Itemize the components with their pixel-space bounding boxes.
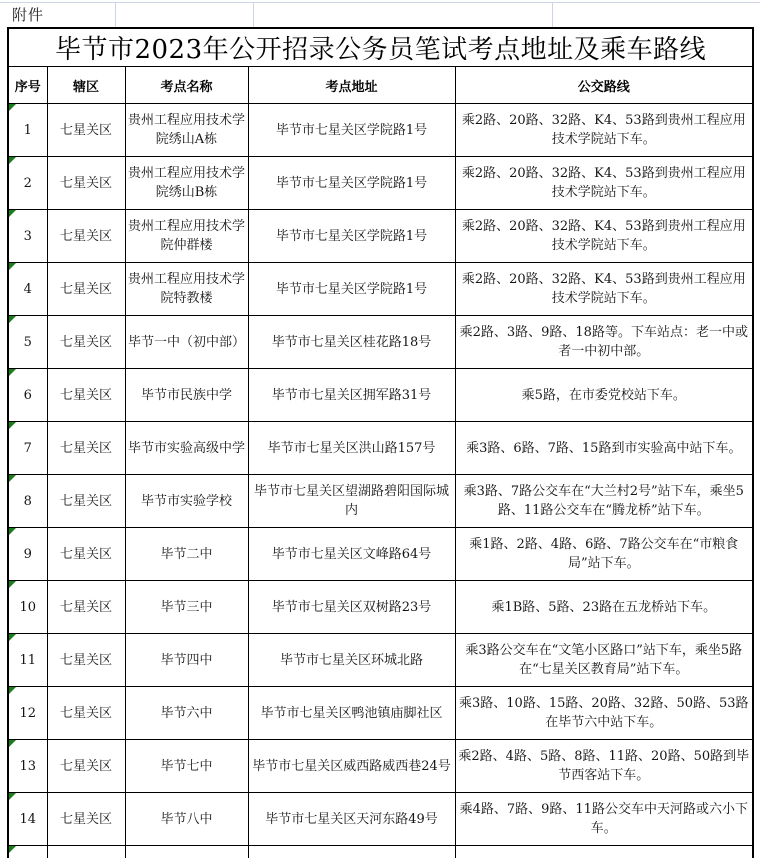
- cell-district: 七星关区: [47, 528, 125, 581]
- cell-no: [8, 846, 47, 858]
- cell-district: 七星关区: [47, 422, 125, 475]
- gridline: [552, 2, 553, 27]
- cell-bus: 乘2路、20路、32路、K4、53路到贵州工程应用技术学院站下车。: [455, 157, 753, 210]
- cell-district: 七星关区: [47, 316, 125, 369]
- table-row: [8, 687, 753, 740]
- error-marker-icon: [9, 687, 16, 694]
- cell-site: 毕节四中: [125, 634, 248, 687]
- cell-no: 13: [8, 740, 47, 793]
- page-title: 毕节市2023年公开招录公务员笔试考点地址及乘车路线: [8, 28, 753, 67]
- column-header-bus: 公交路线: [455, 67, 753, 104]
- error-marker-icon: [9, 740, 16, 747]
- column-header-district: 辖区: [47, 67, 125, 104]
- table-row: [8, 528, 753, 581]
- cell-site: 毕节二中: [125, 528, 248, 581]
- table-row: [8, 793, 753, 846]
- cell-no: 10: [8, 581, 47, 634]
- error-marker-icon: [9, 793, 16, 800]
- cell-address: 毕节市七星关区双树路23号: [248, 581, 455, 634]
- error-marker-icon: [9, 422, 16, 429]
- cell-bus: 乘3路、10路、15路、20路、32路、50路、53路在毕节六中站下车。: [455, 687, 753, 740]
- cell-bus: 乘2路、20路、32路、K4、53路到贵州工程应用技术学院站下车。: [455, 104, 753, 157]
- cell-address: 毕节市七星关区学院路1号: [248, 104, 455, 157]
- cell-site: 毕节七中: [125, 740, 248, 793]
- cell-no: 5: [8, 316, 47, 369]
- table-row: [8, 581, 753, 634]
- cell-no: 8: [8, 475, 47, 528]
- cell-bus: [455, 846, 753, 858]
- cell-no: 6: [8, 369, 47, 422]
- cell-bus: 乘2路、3路、9路、18路等。下车站点：老一中或者一中初中部。: [455, 316, 753, 369]
- cell-bus: 乘5路，在市委党校站下车。: [455, 369, 753, 422]
- cell-district: 七星关区: [47, 263, 125, 316]
- column-header-no: 序号: [8, 67, 47, 104]
- attachment-label: 附件: [12, 6, 45, 24]
- cell-address: 毕节市七星关区望湖路碧阳国际城内: [248, 475, 455, 528]
- header-row: [8, 67, 753, 104]
- cell-bus: 乘3路、6路、7路、15路到市实验高中站下车。: [455, 422, 753, 475]
- table-row: [8, 157, 753, 210]
- error-marker-icon: [9, 581, 16, 588]
- column-header-site: 考点名称: [125, 67, 248, 104]
- error-marker-icon: [9, 210, 16, 217]
- cell-site: [125, 846, 248, 858]
- cell-no: 11: [8, 634, 47, 687]
- cell-site: 毕节六中: [125, 687, 248, 740]
- error-marker-icon: [9, 157, 16, 164]
- cell-address: 毕节市七星关区文峰路64号: [248, 528, 455, 581]
- cell-no: 7: [8, 422, 47, 475]
- error-marker-icon: [9, 104, 16, 111]
- cell-no: 2: [8, 157, 47, 210]
- cell-bus: 乘3路、7路公交车在“大兰村2号”站下车，乘坐5路、11路公交车在“腾龙桥”站下车。: [455, 475, 753, 528]
- cell-site: 毕节市民族中学: [125, 369, 248, 422]
- exam-sites-table: [7, 27, 754, 858]
- cell-bus: 乘4路、7路、9路、11路公交车中天河路或六小下车。: [455, 793, 753, 846]
- cell-site: 毕节八中: [125, 793, 248, 846]
- cell-bus: 乘2路、20路、32路、K4、53路到贵州工程应用技术学院站下车。: [455, 210, 753, 263]
- table-row: [8, 316, 753, 369]
- error-marker-icon: [9, 846, 16, 853]
- cell-district: 七星关区: [47, 369, 125, 422]
- cell-bus: 乘3路公交车在“文笔小区路口”站下车，乘坐5路在“七星关区教育局”站下车。: [455, 634, 753, 687]
- cell-no: 4: [8, 263, 47, 316]
- table-row: [8, 634, 753, 687]
- cell-district: 七星关区: [47, 634, 125, 687]
- error-marker-icon: [9, 316, 16, 323]
- table-row: [8, 475, 753, 528]
- cell-address: 毕节市七星关区桂花路18号: [248, 316, 455, 369]
- error-marker-icon: [9, 634, 16, 641]
- cell-district: 七星关区: [47, 687, 125, 740]
- cell-no: 9: [8, 528, 47, 581]
- cell-address: 毕节市七星关区环城北路: [248, 634, 455, 687]
- cell-address: 毕节市七星关区学院路1号: [248, 210, 455, 263]
- table-row: [8, 369, 753, 422]
- cell-address: 毕节市七星关区拥军路31号: [248, 369, 455, 422]
- spreadsheet-gridline-strip: [0, 0, 760, 27]
- cell-site: 毕节市实验学校: [125, 475, 248, 528]
- cell-district: 七星关区: [47, 740, 125, 793]
- cell-site: 贵州工程应用技术学院仲群楼: [125, 210, 248, 263]
- title-row: [8, 28, 753, 67]
- error-marker-icon: [9, 475, 16, 482]
- cell-bus: 乘1B路、5路、23路在五龙桥站下车。: [455, 581, 753, 634]
- cell-site: 贵州工程应用技术学院绣山A栋: [125, 104, 248, 157]
- cell-address: 毕节市七星关区天河东路49号: [248, 793, 455, 846]
- table-row: [8, 422, 753, 475]
- cell-address: [248, 846, 455, 858]
- cell-district: [47, 846, 125, 858]
- cell-district: 七星关区: [47, 104, 125, 157]
- cell-district: 七星关区: [47, 157, 125, 210]
- cell-bus: 乘2路、4路、5路、8路、11路、20路、50路到毕节西客站下车。: [455, 740, 753, 793]
- cell-no: 1: [8, 104, 47, 157]
- cell-district: 七星关区: [47, 581, 125, 634]
- cell-site: 毕节三中: [125, 581, 248, 634]
- cell-bus: 乘1路、2路、4路、6路、7路公交车在“市粮食局”站下车。: [455, 528, 753, 581]
- error-marker-icon: [9, 369, 16, 376]
- gridline: [115, 2, 116, 27]
- cell-site: 毕节市实验高级中学: [125, 422, 248, 475]
- table-row: [8, 263, 753, 316]
- gridline: [253, 2, 254, 27]
- cell-address: 毕节市七星关区学院路1号: [248, 263, 455, 316]
- cell-district: 七星关区: [47, 793, 125, 846]
- cell-no: 12: [8, 687, 47, 740]
- cell-site: 毕节一中（初中部）: [125, 316, 248, 369]
- table-row-clipped: [8, 846, 753, 858]
- gridline: [0, 2, 760, 3]
- error-marker-icon: [9, 263, 16, 270]
- error-marker-icon: [9, 528, 16, 535]
- cell-site: 贵州工程应用技术学院绣山B栋: [125, 157, 248, 210]
- cell-no: 3: [8, 210, 47, 263]
- column-header-address: 考点地址: [248, 67, 455, 104]
- cell-address: 毕节市七星关区威西路威西巷24号: [248, 740, 455, 793]
- table-row: [8, 104, 753, 157]
- cell-site: 贵州工程应用技术学院特教楼: [125, 263, 248, 316]
- cell-address: 毕节市七星关区学院路1号: [248, 157, 455, 210]
- cell-district: 七星关区: [47, 210, 125, 263]
- cell-address: 毕节市七星关区鸭池镇庙脚社区: [248, 687, 455, 740]
- table-row: [8, 740, 753, 793]
- cell-address: 毕节市七星关区洪山路157号: [248, 422, 455, 475]
- cell-bus: 乘2路、20路、32路、K4、53路到贵州工程应用技术学院站下车。: [455, 263, 753, 316]
- table-row: [8, 210, 753, 263]
- cell-district: 七星关区: [47, 475, 125, 528]
- cell-no: 14: [8, 793, 47, 846]
